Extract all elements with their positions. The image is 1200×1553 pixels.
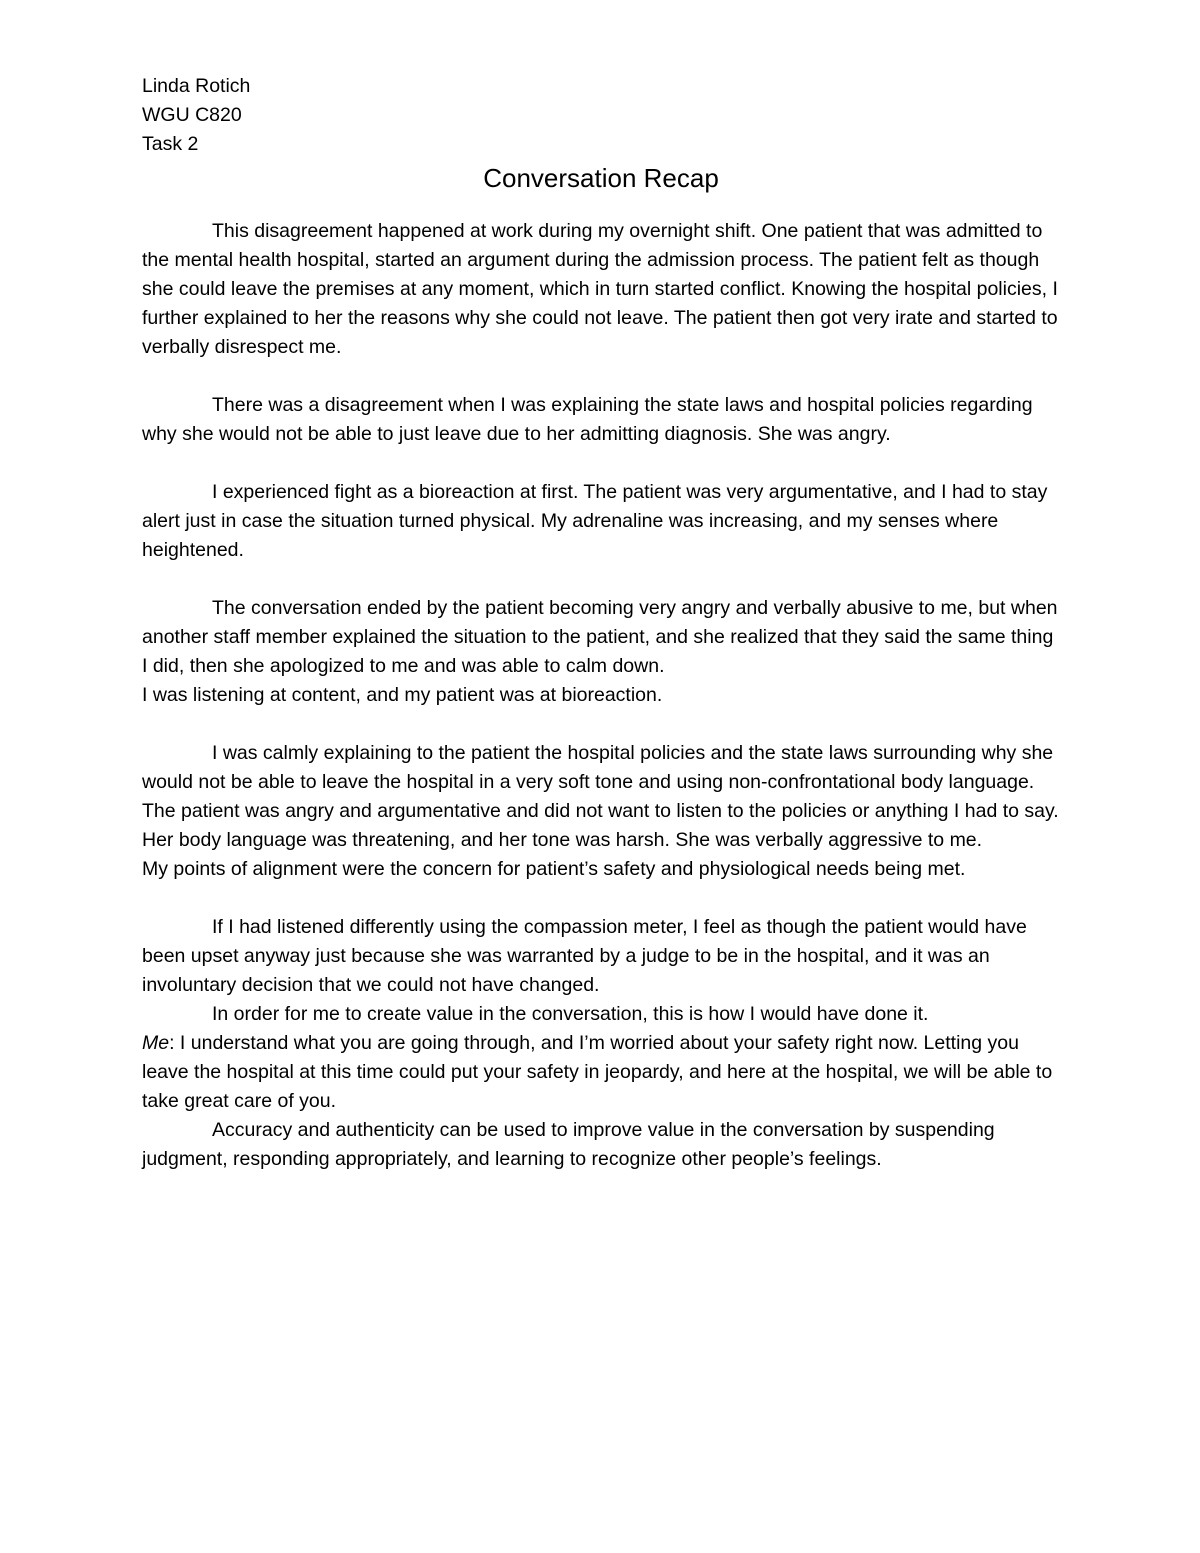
paragraph-calmly-explaining: I was calmly explaining to the patient the hospital policies and the state laws surrounding why she would not be able to leave the hospital in a very soft tone and using non-confrontational body language. The patient was angry and argumentative and did not want to listen to the policies or anything I had to say. Her body language was threatening, and her tone was harsh. She was verbally aggressive to me. [142,742,1059,851]
paragraph-gap [142,362,1060,391]
paragraph-disagreement: This disagreement happened at work during my overnight shift. One patient that was admitted to the mental health hospital, started an argument during the admission process. The patient felt as though she could leave the premises at any moment, which in turn started conflict. Knowing the hospital policies, I further explained to her the reasons why she could not leave. The patient then got very irate and started to verbally disrespect me. [142,220,1058,358]
paragraph-me-dialogue [142,1029,1060,1116]
paragraph-alignment: My points of alignment were the concern for patient’s safety and physiological needs being met. [142,858,966,880]
paragraph-gap [142,710,1060,739]
paragraph-gap [142,449,1060,478]
paragraph-accuracy: Accuracy and authenticity can be used to improve value in the conversation by suspending judgment, responding appropriately, and learning to recognize other people’s feelings. [142,1119,995,1170]
dialogue-text: : I understand what you are going through, and I’m worried about your safety right now. Letting you leave the hospital at this time could put your safety in jeopardy, and here at the hospital, we will be able to take great care of you. [142,1032,1053,1112]
paragraph-gap [142,884,1060,913]
author-name: Linda Rotich [142,75,251,97]
paragraph-gap [142,565,1060,594]
paragraph-state-laws: There was a disagreement when I was explaining the state laws and hospital policies regarding why she would not be able to just leave due to her admitting diagnosis. She was angry. [142,394,1033,445]
document-body [142,72,1060,1174]
paragraph-conversation-ended: The conversation ended by the patient becoming very angry and verbally abusive to me, but when another staff member explained the situation to the patient, and she realized that they said the same thing I did, then she apologized to me and was able to calm down. [142,597,1058,677]
task-label: Task 2 [142,133,199,155]
paragraph-bioreaction: I experienced fight as a bioreaction at first. The patient was very argumentative, and I had to stay alert just in case the situation turned physical. My adrenaline was increasing, and my senses where heightened. [142,481,1048,561]
speaker-label: Me [142,1032,170,1054]
paragraph-compassion-meter: If I had listened differently using the compassion meter, I feel as though the patient would have been upset anyway just because she was warranted by a judge to be in the hospital, and it was an involuntary decision that we could not have changed. [142,916,1027,996]
document-title: Conversation Recap [483,163,719,193]
paragraph-listening: I was listening at content, and my patient was at bioreaction. [142,684,663,706]
course-code: WGU C820 [142,104,242,126]
paragraph-create-value: In order for me to create value in the conversation, this is how I would have done it. [212,1003,929,1025]
